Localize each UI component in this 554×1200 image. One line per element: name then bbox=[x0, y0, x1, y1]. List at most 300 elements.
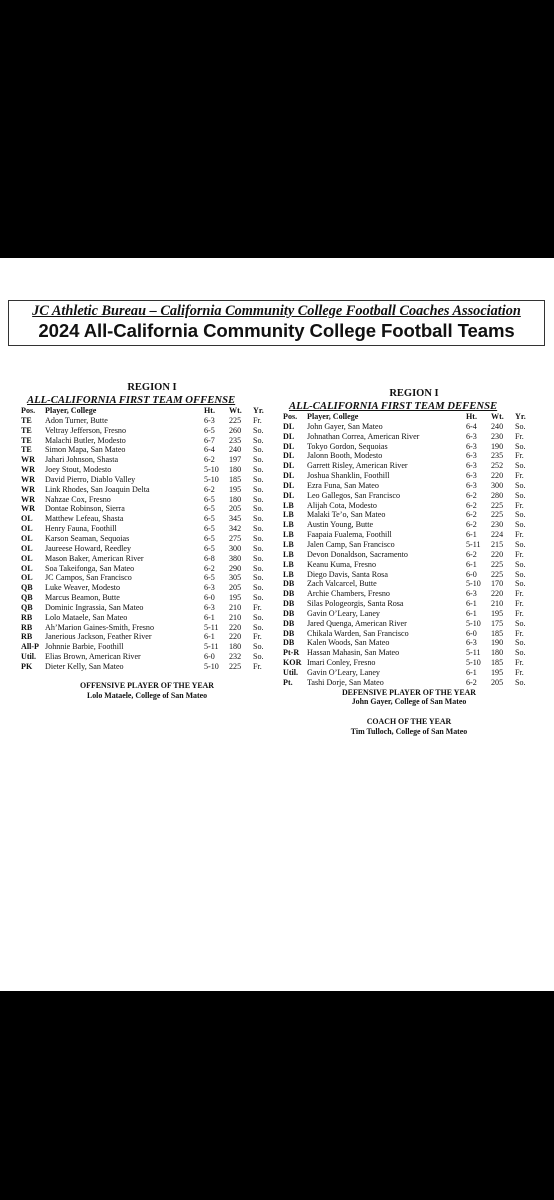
height: 5-11 bbox=[466, 648, 481, 658]
year: Fr. bbox=[515, 549, 524, 559]
player-college: Dontae Robinson, Sierra bbox=[45, 504, 125, 514]
year: So. bbox=[253, 583, 264, 593]
year: Fr. bbox=[515, 471, 524, 481]
weight: 175 bbox=[491, 618, 504, 628]
table-row bbox=[283, 481, 535, 491]
offense-region: REGION I bbox=[127, 382, 177, 393]
position: Util. bbox=[283, 667, 299, 677]
height: 6-5 bbox=[204, 543, 215, 553]
position: OL bbox=[21, 543, 33, 553]
height: 6-2 bbox=[466, 520, 477, 530]
col-pos: Pos. bbox=[283, 412, 298, 421]
height: 6-3 bbox=[466, 451, 477, 461]
table-row bbox=[283, 422, 535, 432]
table-row bbox=[21, 504, 273, 514]
height: 5-10 bbox=[204, 474, 219, 484]
player-college: Malaki Te’o, San Mateo bbox=[307, 510, 386, 520]
player-college: Soa Takeifonga, San Mateo bbox=[45, 563, 135, 573]
weight: 220 bbox=[229, 632, 242, 642]
player-college: Jahari Johnson, Shasta bbox=[45, 455, 119, 465]
position: DB bbox=[283, 579, 295, 589]
weight: 220 bbox=[491, 589, 504, 599]
position: WR bbox=[21, 494, 35, 504]
weight: 215 bbox=[491, 539, 504, 549]
year: So. bbox=[515, 441, 526, 451]
height: 5-10 bbox=[466, 658, 481, 668]
table-row bbox=[283, 678, 535, 688]
player-college: Link Rhodes, San Joaquin Delta bbox=[45, 484, 150, 494]
position: DB bbox=[283, 628, 295, 638]
year: So. bbox=[253, 465, 264, 475]
height: 5-11 bbox=[204, 642, 219, 652]
defense-table-header bbox=[283, 412, 535, 422]
height: 6-3 bbox=[466, 461, 477, 471]
table-row bbox=[21, 544, 273, 554]
weight: 170 bbox=[491, 579, 504, 589]
height: 6-5 bbox=[204, 573, 215, 583]
weight: 185 bbox=[491, 628, 504, 638]
offense-award-winner: Lolo Mataele, College of San Mateo bbox=[86, 690, 208, 700]
offense-rows bbox=[21, 416, 273, 672]
weight: 225 bbox=[229, 661, 242, 671]
table-row bbox=[283, 609, 535, 619]
table-row bbox=[283, 668, 535, 678]
position: OL bbox=[21, 563, 33, 573]
position: OL bbox=[21, 553, 33, 563]
weight: 342 bbox=[229, 524, 242, 534]
position: WR bbox=[21, 474, 35, 484]
player-college: Marcus Beamon, Butte bbox=[45, 593, 120, 603]
year: So. bbox=[253, 524, 264, 534]
year: So. bbox=[515, 569, 526, 579]
table-row bbox=[283, 570, 535, 580]
position: DL bbox=[283, 490, 295, 500]
defense-region: REGION I bbox=[389, 388, 439, 399]
player-college: Imari Conley, Fresno bbox=[307, 658, 376, 668]
year: So. bbox=[253, 425, 264, 435]
weight: 260 bbox=[229, 425, 242, 435]
weight: 190 bbox=[491, 638, 504, 648]
position: DL bbox=[283, 471, 295, 481]
defense-award-winner: John Gayer, College of San Mateo bbox=[351, 697, 467, 707]
height: 6-2 bbox=[466, 549, 477, 559]
year: So. bbox=[515, 579, 526, 589]
year: So. bbox=[253, 455, 264, 465]
coach-award-winner: Tim Tulloch, College of San Mateo bbox=[350, 727, 468, 737]
table-row bbox=[21, 603, 273, 613]
table-row bbox=[283, 550, 535, 560]
height: 6-1 bbox=[466, 608, 477, 618]
player-college: Devon Donaldson, Sacramento bbox=[307, 549, 408, 559]
height: 6-2 bbox=[466, 500, 477, 510]
height: 6-0 bbox=[204, 593, 215, 603]
position: RB bbox=[21, 622, 33, 632]
position: TE bbox=[21, 435, 32, 445]
year: So. bbox=[253, 533, 264, 543]
position: WR bbox=[21, 504, 35, 514]
position: QB bbox=[21, 593, 33, 603]
weight: 220 bbox=[491, 471, 504, 481]
document-page bbox=[0, 258, 554, 991]
player-college: Leo Gallegos, San Francisco bbox=[307, 490, 401, 500]
position: DL bbox=[283, 431, 295, 441]
player-college: Kalen Woods, San Mateo bbox=[307, 638, 390, 648]
weight: 235 bbox=[491, 451, 504, 461]
player-college: Veltray Jefferson, Fresno bbox=[45, 425, 126, 435]
table-row bbox=[21, 455, 273, 465]
year: So. bbox=[515, 480, 526, 490]
player-college: Dieter Kelly, San Mateo bbox=[45, 661, 124, 671]
col-wt: Wt. bbox=[491, 412, 504, 421]
height: 6-5 bbox=[204, 504, 215, 514]
height: 6-2 bbox=[466, 490, 477, 500]
player-college: Elias Brown, American River bbox=[45, 652, 141, 662]
height: 6-1 bbox=[204, 632, 215, 642]
height: 6-5 bbox=[204, 494, 215, 504]
position: OL bbox=[21, 573, 33, 583]
player-college: Janerious Jackson, Feather River bbox=[45, 632, 152, 642]
year: So. bbox=[253, 445, 264, 455]
player-college: Matthew Lefeau, Shasta bbox=[45, 514, 124, 524]
year: So. bbox=[515, 421, 526, 431]
table-row bbox=[21, 564, 273, 574]
table-row bbox=[21, 534, 273, 544]
height: 6-3 bbox=[204, 583, 215, 593]
player-college: Austin Young, Butte bbox=[307, 520, 374, 530]
position: LB bbox=[283, 539, 294, 549]
year: Fr. bbox=[515, 500, 524, 510]
position: LB bbox=[283, 500, 294, 510]
year: So. bbox=[253, 642, 264, 652]
col-wt: Wt. bbox=[229, 406, 242, 415]
position: OL bbox=[21, 533, 33, 543]
height: 5-11 bbox=[466, 539, 481, 549]
height: 6-5 bbox=[204, 533, 215, 543]
table-row bbox=[283, 442, 535, 452]
table-row bbox=[283, 461, 535, 471]
table-row bbox=[21, 593, 273, 603]
height: 6-0 bbox=[466, 569, 477, 579]
year: Fr. bbox=[515, 589, 524, 599]
height: 5-10 bbox=[204, 661, 219, 671]
player-college: JC Campos, San Francisco bbox=[45, 573, 132, 583]
player-college: Lolo Mataele, San Mateo bbox=[45, 612, 128, 622]
position: PK bbox=[21, 661, 33, 671]
weight: 180 bbox=[229, 465, 242, 475]
year: So. bbox=[253, 543, 264, 553]
table-row bbox=[283, 451, 535, 461]
position: DB bbox=[283, 599, 295, 609]
table-row bbox=[21, 652, 273, 662]
position: DB bbox=[283, 638, 295, 648]
col-ht: Ht. bbox=[466, 412, 478, 421]
weight: 190 bbox=[491, 441, 504, 451]
position: WR bbox=[21, 484, 35, 494]
weight: 180 bbox=[229, 494, 242, 504]
table-row bbox=[21, 475, 273, 485]
year: Fr. bbox=[515, 451, 524, 461]
col-player: Player, College bbox=[45, 406, 97, 415]
player-college: Luke Weaver, Modesto bbox=[45, 583, 121, 593]
table-row bbox=[21, 426, 273, 436]
weight: 240 bbox=[229, 445, 242, 455]
association-line: JC Athletic Bureau – California Community College Football Coaches Association bbox=[32, 303, 521, 319]
year: Fr. bbox=[515, 658, 524, 668]
height: 6-4 bbox=[204, 445, 215, 455]
table-row bbox=[283, 530, 535, 540]
offense-column bbox=[21, 382, 273, 700]
player-college: Ah’Marion Gaines-Smith, Fresno bbox=[45, 622, 155, 632]
height: 6-2 bbox=[204, 563, 215, 573]
weight: 275 bbox=[229, 533, 242, 543]
weight: 225 bbox=[229, 415, 242, 425]
position: KOR bbox=[283, 658, 302, 668]
table-row bbox=[283, 471, 535, 481]
position: DB bbox=[283, 589, 295, 599]
table-row bbox=[21, 436, 273, 446]
defense-award-title: DEFENSIVE PLAYER OF THE YEAR bbox=[341, 687, 477, 697]
weight: 220 bbox=[229, 622, 242, 632]
year: So. bbox=[515, 677, 526, 687]
player-college: Tokyo Gordon, Sequoias bbox=[307, 441, 388, 451]
height: 6-3 bbox=[466, 441, 477, 451]
table-row bbox=[283, 491, 535, 501]
position: RB bbox=[21, 612, 33, 622]
height: 5-10 bbox=[466, 579, 481, 589]
height: 6-7 bbox=[204, 435, 215, 445]
player-college: Garrett Risley, American River bbox=[307, 461, 408, 471]
table-row bbox=[283, 540, 535, 550]
weight: 345 bbox=[229, 514, 242, 524]
table-row bbox=[283, 648, 535, 658]
weight: 252 bbox=[491, 461, 504, 471]
year: So. bbox=[253, 593, 264, 603]
table-row bbox=[283, 579, 535, 589]
weight: 380 bbox=[229, 553, 242, 563]
player-college: Adon Turner, Butte bbox=[45, 415, 108, 425]
table-row bbox=[21, 632, 273, 642]
year: Fr. bbox=[515, 608, 524, 618]
height: 6-3 bbox=[466, 431, 477, 441]
weight: 225 bbox=[491, 500, 504, 510]
weight: 185 bbox=[229, 474, 242, 484]
position: All-P bbox=[21, 642, 39, 652]
year: So. bbox=[253, 494, 264, 504]
table-row bbox=[283, 510, 535, 520]
height: 6-2 bbox=[204, 455, 215, 465]
position: LB bbox=[283, 520, 294, 530]
col-ht: Ht. bbox=[204, 406, 216, 415]
weight: 232 bbox=[229, 652, 242, 662]
table-row bbox=[21, 613, 273, 623]
year: So. bbox=[253, 484, 264, 494]
player-college: Tashi Dorje, San Mateo bbox=[307, 677, 384, 687]
table-row bbox=[21, 445, 273, 455]
table-row bbox=[283, 629, 535, 639]
position: DL bbox=[283, 421, 295, 431]
header-box bbox=[8, 300, 545, 346]
position: RB bbox=[21, 632, 33, 642]
year: So. bbox=[253, 435, 264, 445]
weight: 180 bbox=[229, 642, 242, 652]
table-row bbox=[21, 465, 273, 475]
player-college: Gavin O’Leary, Laney bbox=[307, 667, 380, 677]
year: Fr. bbox=[253, 632, 262, 642]
player-college: Diego Davis, Santa Rosa bbox=[307, 569, 388, 579]
weight: 240 bbox=[491, 421, 504, 431]
table-row bbox=[283, 658, 535, 668]
coach-award-title: COACH OF THE YEAR bbox=[366, 717, 452, 727]
weight: 305 bbox=[229, 573, 242, 583]
position: QB bbox=[21, 602, 33, 612]
weight: 180 bbox=[491, 648, 504, 658]
player-college: Johnathan Correa, American River bbox=[307, 431, 420, 441]
weight: 230 bbox=[491, 431, 504, 441]
table-row bbox=[283, 589, 535, 599]
height: 6-2 bbox=[466, 510, 477, 520]
offense-table-header bbox=[21, 406, 273, 416]
height: 6-3 bbox=[204, 415, 215, 425]
offense-award-title: OFFENSIVE PLAYER OF THE YEAR bbox=[79, 680, 215, 690]
table-row bbox=[21, 573, 273, 583]
player-college: Joey Stout, Modesto bbox=[45, 465, 112, 475]
player-college: Karson Seaman, Sequoias bbox=[45, 533, 130, 543]
table-row bbox=[283, 520, 535, 530]
year: So. bbox=[253, 652, 264, 662]
height: 5-11 bbox=[204, 622, 219, 632]
height: 6-3 bbox=[466, 471, 477, 481]
height: 6-0 bbox=[466, 628, 477, 638]
weight: 220 bbox=[491, 549, 504, 559]
position: DB bbox=[283, 608, 295, 618]
height: 5-10 bbox=[204, 465, 219, 475]
player-college: David Pierro, Diablo Valley bbox=[45, 474, 136, 484]
year: So. bbox=[515, 618, 526, 628]
height: 6-8 bbox=[204, 553, 215, 563]
weight: 225 bbox=[491, 510, 504, 520]
player-college: Keanu Kuma, Fresno bbox=[307, 559, 377, 569]
position: TE bbox=[21, 425, 32, 435]
year: Fr. bbox=[253, 415, 262, 425]
year: So. bbox=[515, 490, 526, 500]
height: 6-3 bbox=[466, 589, 477, 599]
player-college: Archie Chambers, Fresno bbox=[307, 589, 390, 599]
height: 6-5 bbox=[204, 514, 215, 524]
height: 6-5 bbox=[204, 425, 215, 435]
height: 6-1 bbox=[466, 599, 477, 609]
position: DL bbox=[283, 480, 295, 490]
height: 6-3 bbox=[466, 638, 477, 648]
position: Pt. bbox=[283, 677, 293, 687]
table-row bbox=[283, 432, 535, 442]
year: So. bbox=[515, 559, 526, 569]
position: DL bbox=[283, 451, 295, 461]
weight: 210 bbox=[229, 602, 242, 612]
height: 6-2 bbox=[204, 484, 215, 494]
position: Util. bbox=[21, 652, 37, 662]
weight: 195 bbox=[229, 593, 242, 603]
weight: 230 bbox=[491, 520, 504, 530]
weight: 195 bbox=[491, 667, 504, 677]
position: Pt-R bbox=[283, 648, 300, 658]
player-college: John Gayer, San Mateo bbox=[307, 421, 383, 431]
defense-team-title: ALL-CALIFORNIA FIRST TEAM DEFENSE bbox=[289, 400, 498, 412]
table-row bbox=[21, 514, 273, 524]
height: 6-3 bbox=[466, 480, 477, 490]
year: So. bbox=[253, 622, 264, 632]
height: 6-0 bbox=[204, 652, 215, 662]
position: WR bbox=[21, 465, 35, 475]
table-row bbox=[21, 554, 273, 564]
defense-rows bbox=[283, 422, 535, 688]
year: So. bbox=[253, 553, 264, 563]
height: 5-10 bbox=[466, 618, 481, 628]
player-college: Silas Pologeorgis, Santa Rosa bbox=[307, 599, 404, 609]
weight: 300 bbox=[229, 543, 242, 553]
player-college: Henry Fauna, Foothill bbox=[45, 524, 117, 534]
position: OL bbox=[21, 514, 33, 524]
height: 6-1 bbox=[466, 559, 477, 569]
table-row bbox=[21, 662, 273, 672]
weight: 195 bbox=[491, 608, 504, 618]
year: Fr. bbox=[253, 602, 262, 612]
weight: 205 bbox=[229, 504, 242, 514]
position: DL bbox=[283, 441, 295, 451]
table-row bbox=[283, 599, 535, 609]
year: So. bbox=[515, 461, 526, 471]
position: LB bbox=[283, 549, 294, 559]
player-college: Ezra Funa, San Mateo bbox=[307, 480, 379, 490]
weight: 210 bbox=[491, 599, 504, 609]
weight: 205 bbox=[491, 677, 504, 687]
height: 6-1 bbox=[466, 530, 477, 540]
year: So. bbox=[253, 563, 264, 573]
table-row bbox=[21, 583, 273, 593]
year: So. bbox=[253, 612, 264, 622]
player-college: Faapaia Fualema, Foothill bbox=[307, 530, 392, 540]
weight: 197 bbox=[229, 455, 242, 465]
player-college: Nahzae Cox, Fresno bbox=[45, 494, 111, 504]
position: DL bbox=[283, 461, 295, 471]
weight: 210 bbox=[229, 612, 242, 622]
year: So. bbox=[253, 573, 264, 583]
table-row bbox=[21, 642, 273, 652]
year: Fr. bbox=[515, 431, 524, 441]
position: QB bbox=[21, 583, 33, 593]
weight: 290 bbox=[229, 563, 242, 573]
table-row bbox=[21, 524, 273, 534]
position: LB bbox=[283, 559, 294, 569]
position: WR bbox=[21, 455, 35, 465]
weight: 225 bbox=[491, 569, 504, 579]
height: 6-3 bbox=[204, 602, 215, 612]
year: So. bbox=[515, 520, 526, 530]
year: So. bbox=[515, 539, 526, 549]
position: TE bbox=[21, 415, 32, 425]
weight: 300 bbox=[491, 480, 504, 490]
player-college: Mason Baker, American River bbox=[45, 553, 144, 563]
table-row bbox=[21, 495, 273, 505]
weight: 205 bbox=[229, 583, 242, 593]
year: Fr. bbox=[515, 628, 524, 638]
weight: 195 bbox=[229, 484, 242, 494]
height: 6-1 bbox=[204, 612, 215, 622]
weight: 280 bbox=[491, 490, 504, 500]
col-player: Player, College bbox=[307, 412, 359, 421]
year: Fr. bbox=[515, 530, 524, 540]
year: So. bbox=[515, 510, 526, 520]
player-college: Zach Valcarcel, Butte bbox=[307, 579, 377, 589]
